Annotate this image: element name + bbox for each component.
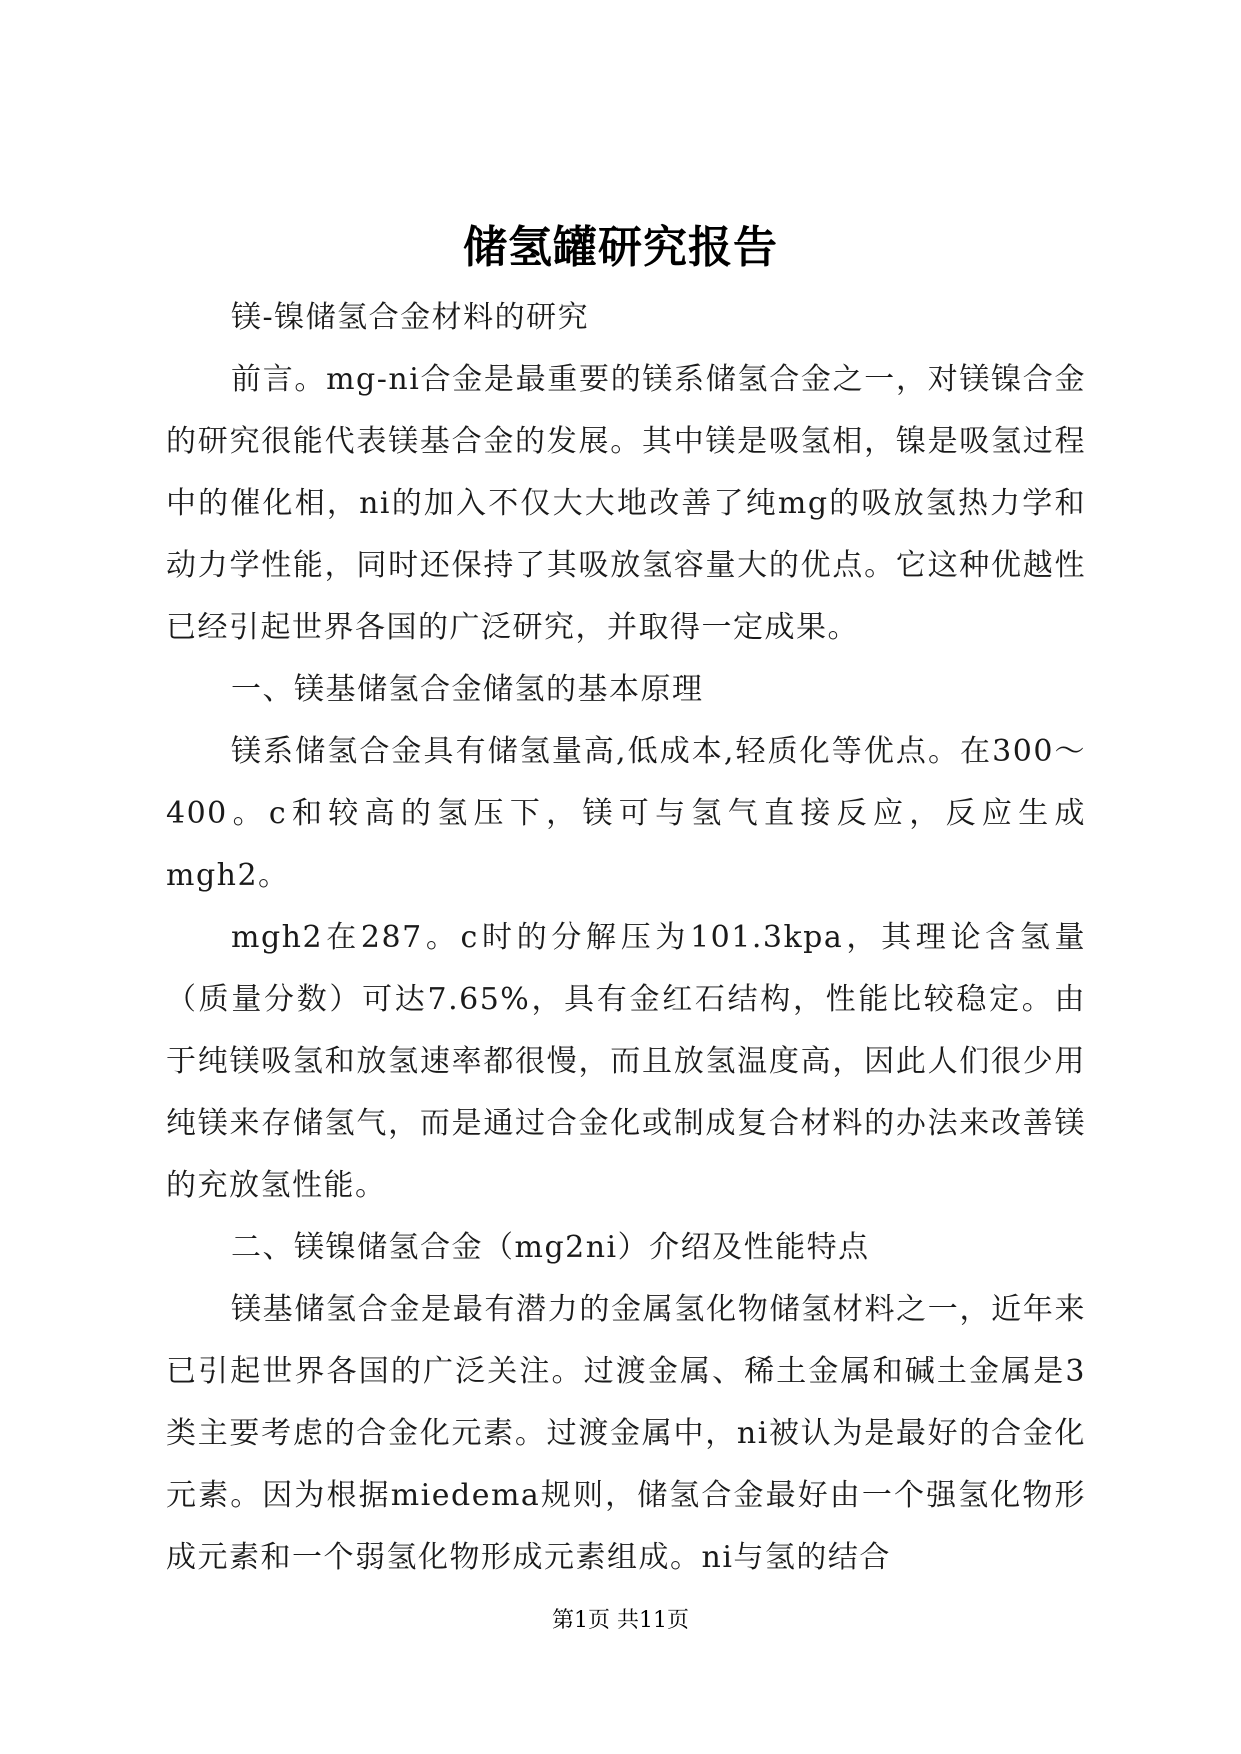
document-body	[166, 287, 1086, 1589]
heading-section-2: 二、镁镍储氢合金（mg2ni）介绍及性能特点	[231, 1230, 870, 1265]
page-number-footer: 第1页 共11页	[552, 1608, 689, 1633]
heading-section-1: 一、镁基储氢合金储氢的基本原理	[231, 672, 704, 707]
document-title: 储氢罐研究报告	[463, 222, 778, 273]
section-subtitle: 镁-镍储氢合金材料的研究	[231, 300, 590, 335]
paragraph-preface: 前言。mg-ni合金是最重要的镁系储氢合金之一，对镁镍合金的研究很能代表镁基合金的发展。其中镁是吸氢相，镍是吸氢过程中的催化相，ni的加入不仅大大地改善了纯mg的吸放氢热力学和动力学性能，同时还保持了其吸放氢容量大的优点。它这种优越性已经引起世界各国的广泛研究，并取得一定成果。	[166, 362, 1086, 645]
paragraph-mgh2: mgh2在287。c时的分解压为101.3kpa，其理论含氢量（质量分数）可达7.65%，具有金红石结构，性能比较稳定。由于纯镁吸氢和放氢速率都很慢，而且放氢温度高，因此人们很少用纯镁来存储氢气，而是通过合金化或制成复合材料的办法来改善镁的充放氢性能。	[166, 920, 1086, 1203]
paragraph-mg-alloy: 镁基储氢合金是最有潜力的金属氢化物储氢材料之一，近年来已引起世界各国的广泛关注。过渡金属、稀土金属和碱土金属是3类主要考虑的合金化元素。过渡金属中，ni被认为是最好的合金化元素。因为根据miedema规则，储氢合金最好由一个强氢化物形成元素和一个弱氢化物形成元素组成。ni与氢的结合	[166, 1292, 1086, 1575]
paragraph-principle: 镁系储氢合金具有储氢量高,低成本,轻质化等优点。在300～400。c和较高的氢压下，镁可与氢气直接反应，反应生成mgh2。	[166, 734, 1086, 893]
